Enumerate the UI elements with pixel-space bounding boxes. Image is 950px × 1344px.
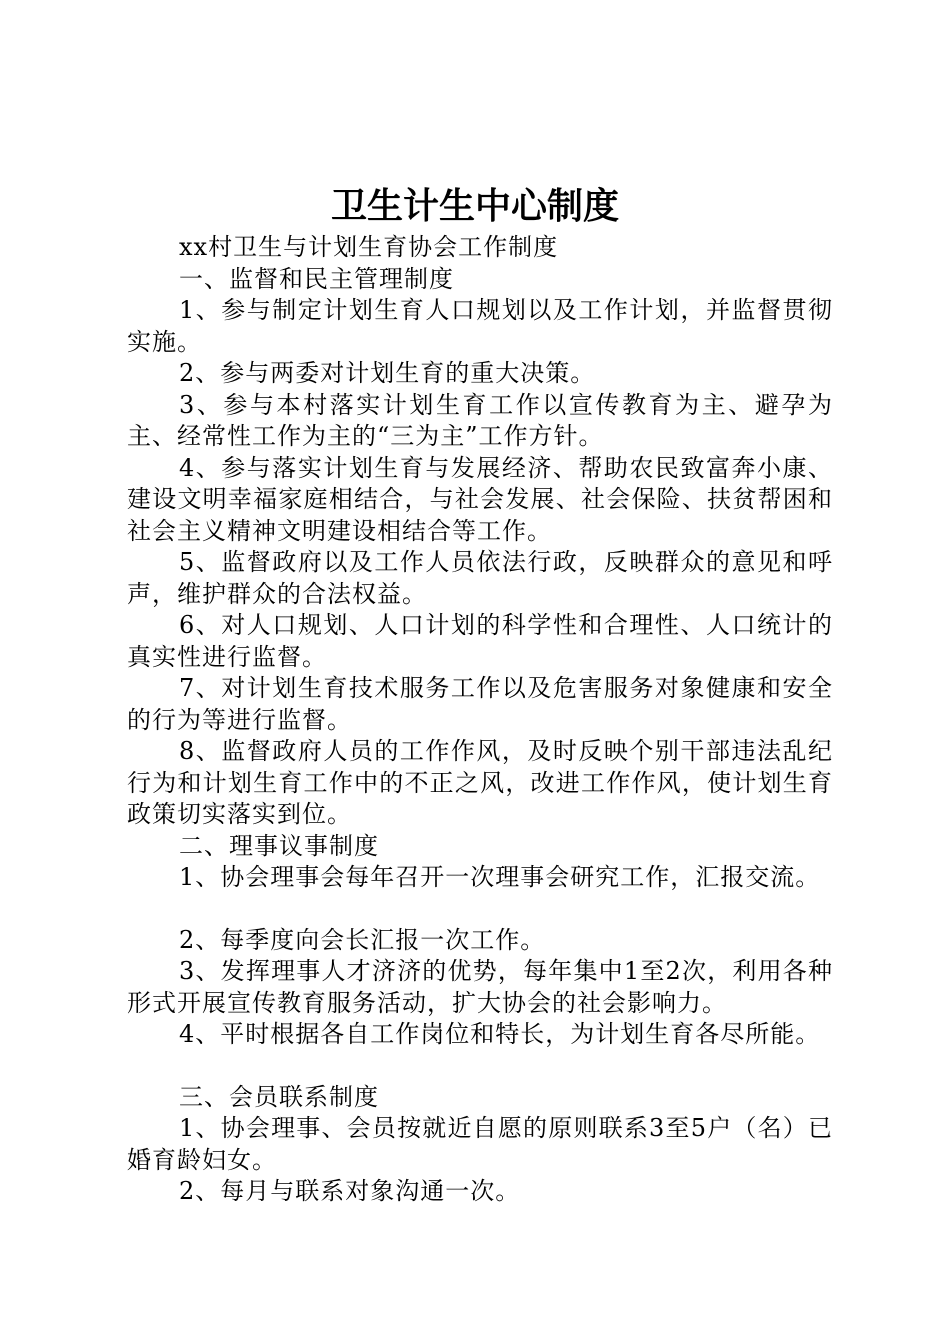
paragraph: 1、参与制定计划生育人口规划以及工作计划，并监督贯彻实施。 xyxy=(127,296,833,356)
document-body xyxy=(127,232,833,1208)
paragraph: 1、协会理事会每年召开一次理事会研究工作，汇报交流。 xyxy=(179,863,821,891)
document-title: 卫生计生中心制度 xyxy=(330,186,619,227)
section-heading-supervision: 一、监督和民主管理制度 xyxy=(179,264,454,293)
paragraph: 2、参与两委对计划生育的重大决策。 xyxy=(179,359,596,387)
blank-line xyxy=(127,1051,833,1082)
paragraph: 2、每季度向会长汇报一次工作。 xyxy=(179,925,546,954)
paragraph: 8、监督政府人员的工作作风，及时反映个别干部违法乱纪行为和计划生育工作中的不正之风，改进工作作风，使计划生育政策切实落实到位。 xyxy=(127,737,833,828)
section-heading-member-contact: 三、会员联系制度 xyxy=(179,1082,379,1111)
paragraph: 6、对人口规划、人口计划的科学性和合理性、人口统计的真实性进行监督。 xyxy=(127,611,833,671)
paragraph: 3、发挥理事人才济济的优势，每年集中1至2次，利用各种形式开展宣传教育服务活动，扩大协会的社会影响力。 xyxy=(127,957,833,1017)
paragraph: 7、对计划生育技术服务工作以及危害服务对象健康和安全的行为等进行监督。 xyxy=(127,674,833,734)
paragraph: 5、监督政府以及工作人员依法行政，反映群众的意见和呼声，维护群众的合法权益。 xyxy=(127,548,833,608)
paragraph: 4、参与落实计划生育与发展经济、帮助农民致富奔小康、建设文明幸福家庭相结合，与社会发展、社会保险、扶贫帮困和社会主义精神文明建设相结合等工作。 xyxy=(127,453,833,545)
document-subtitle: xx村卫生与计划生育协会工作制度 xyxy=(179,233,559,261)
paragraph: 1、协会理事、会员按就近自愿的原则联系3至5户（名）已婚育龄妇女。 xyxy=(127,1114,833,1174)
section-heading-council: 二、理事议事制度 xyxy=(179,831,379,860)
paragraph: 3、参与本村落实计划生育工作以宣传教育为主、避孕为主、经常性工作为主的“三为主”工作方针。 xyxy=(127,390,833,450)
paragraph: 2、每月与联系对象沟通一次。 xyxy=(179,1177,521,1205)
paragraph: 4、平时根据各自工作岗位和特长，为计划生育各尽所能。 xyxy=(179,1020,821,1048)
blank-line xyxy=(127,894,833,925)
